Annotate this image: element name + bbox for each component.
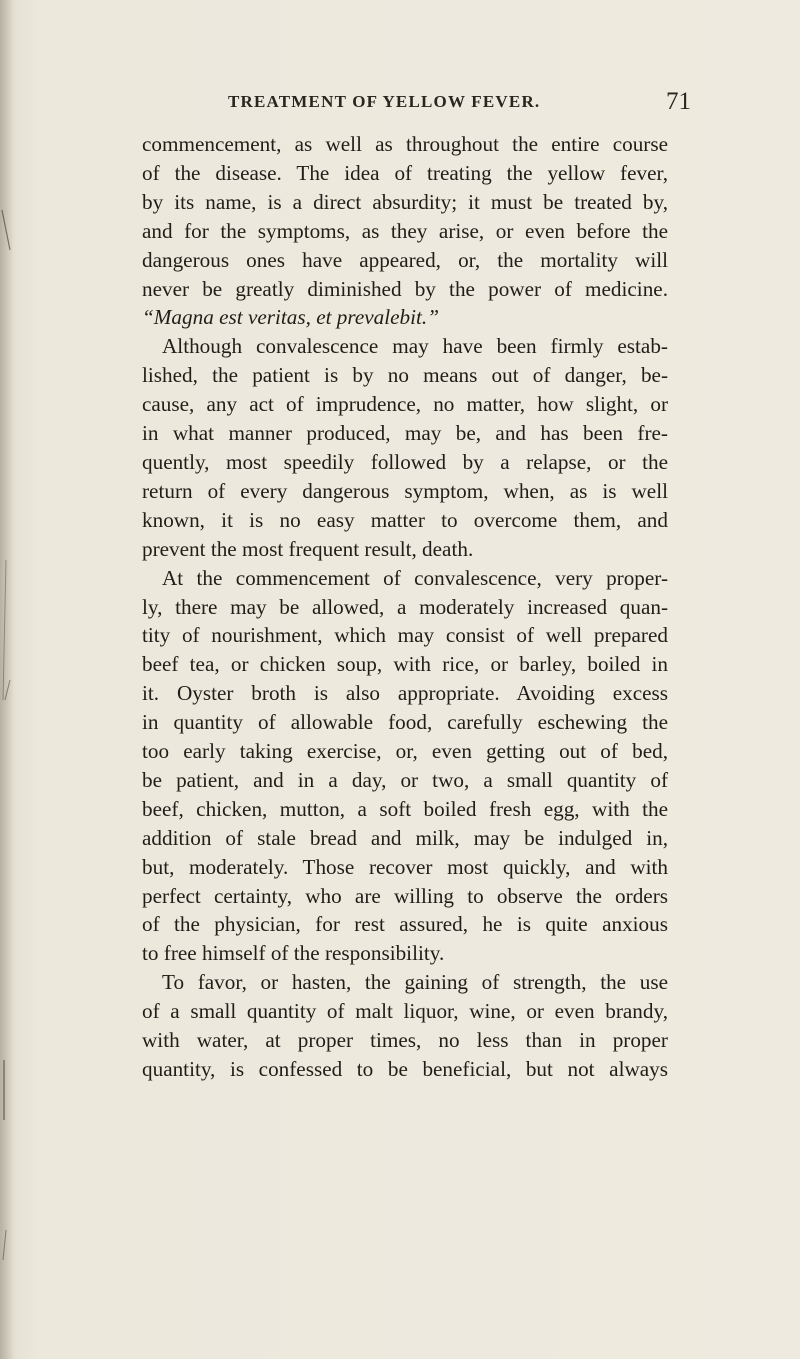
text-line: prevent the most frequent result, death. <box>142 536 474 561</box>
text-line: perfect certainty, who are willing to observe the orders <box>142 883 668 908</box>
margin-mark <box>3 560 6 700</box>
text-line: by its name, is a direct absurdity; it must be treated by, <box>142 189 668 214</box>
text-line: known, it is no easy matter to overcome them, and <box>142 507 668 532</box>
latin-quote: “Magna est veritas, et prevalebit.” <box>142 305 439 330</box>
text-line: To favor, or hasten, the gaining of strength, the use <box>162 970 668 995</box>
text-line: At the commencement of convalescence, very proper- <box>162 565 668 590</box>
text-line: quantity, is confessed to be beneficial, but not always <box>142 1057 668 1081</box>
paragraph-2 <box>142 332 668 563</box>
margin-mark <box>5 680 10 700</box>
text-line: in quantity of allowable food, carefully eschewing the <box>142 710 668 735</box>
text-line: return of every dangerous symptom, when, as is well <box>142 478 668 503</box>
text-line: but, moderately. Those recover most quickly, and with <box>142 854 668 879</box>
text-line: quently, most speedily followed by a relapse, or the <box>142 449 668 474</box>
text-line: of the physician, for rest assured, he is quite anxious <box>142 912 668 937</box>
text-line: beef, chicken, mutton, a soft boiled fresh egg, with the <box>142 796 668 821</box>
text-line: in what manner produced, may be, and has been fre- <box>142 421 668 446</box>
paragraph-4 <box>142 968 668 1084</box>
text-line: never be greatly diminished by the power of medicine. <box>142 276 668 301</box>
text-line: addition of stale bread and milk, may be indulged in, <box>142 825 668 850</box>
running-head: TREATMENT OF YELLOW FEVER. <box>228 92 541 111</box>
text-line: be patient, and in a day, or two, a small quantity of <box>142 767 668 792</box>
text-line: lished, the patient is by no means out of danger, be- <box>142 363 668 388</box>
margin-mark <box>2 210 10 250</box>
paragraph-3 <box>142 564 668 969</box>
margin-marks <box>0 0 20 1359</box>
text-line: ly, there may be allowed, a moderately increased quan- <box>142 594 668 619</box>
text-line: dangerous ones have appeared, or, the mortality will <box>142 247 668 272</box>
text-line: beef tea, or chicken soup, with rice, or barley, boiled in <box>142 652 668 677</box>
paragraph-1 <box>142 130 668 332</box>
text-line: cause, any act of imprudence, no matter, how slight, or <box>142 392 668 417</box>
body-text <box>142 130 668 1084</box>
margin-mark <box>3 1230 6 1260</box>
text-line: with water, at proper times, no less than in proper <box>142 1028 668 1053</box>
text-line: of the disease. The idea of treating the yellow fever, <box>142 160 668 185</box>
text-line: commencement, as well as throughout the entire course <box>142 132 668 156</box>
text-line: to free himself of the responsibility. <box>142 941 445 966</box>
text-line: Although convalescence may have been firmly estab- <box>162 334 668 359</box>
text-line: and for the symptoms, as they arise, or even before the <box>142 218 668 243</box>
page-number: 71 <box>666 88 691 115</box>
text-line: too early taking exercise, or, even getting out of bed, <box>142 739 668 764</box>
text-line: tity of nourishment, which may consist of well prepared <box>142 623 668 648</box>
page-header <box>0 88 800 120</box>
text-line: it. Oyster broth is also appropriate. Avoiding excess <box>142 681 668 706</box>
text-line: of a small quantity of malt liquor, wine, or even brandy, <box>142 999 668 1024</box>
